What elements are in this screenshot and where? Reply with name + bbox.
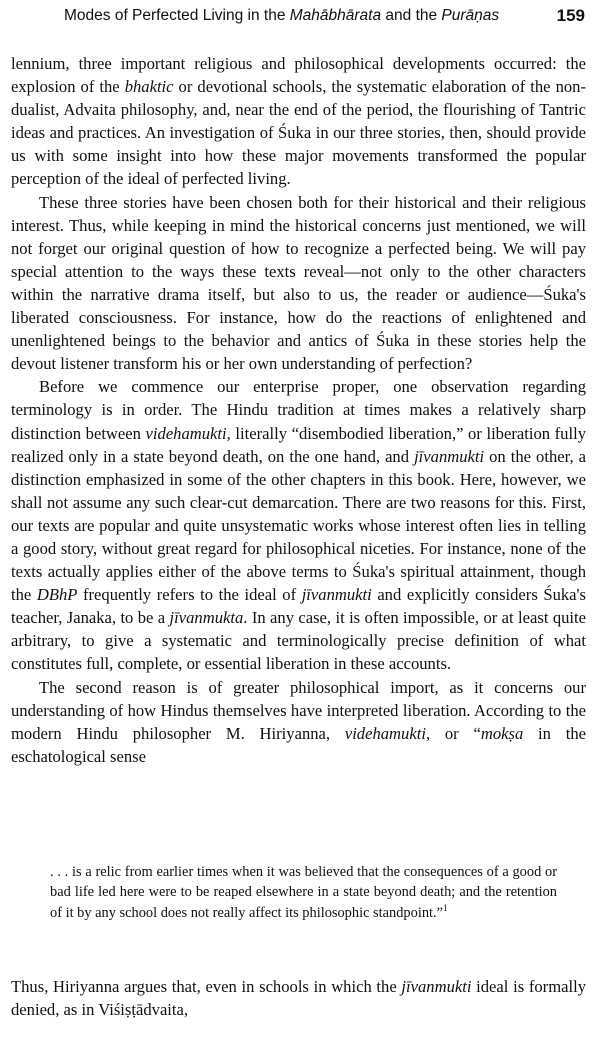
running-title xyxy=(64,2,499,30)
running-title-mahabharata: Mahābhārata xyxy=(289,7,382,24)
running-title-puranas: Purāṇas xyxy=(441,7,500,24)
running-title-text: Modes of Perfected Living in the xyxy=(64,7,290,24)
running-header xyxy=(50,2,585,30)
paragraph-4: The second reason is of greater philosophical import, as it concerns our understanding of how Hindus themselves have interpreted liberation. According to the modern Hindu philosopher M. Hiriyanna, videhamukti, or “mokṣa in the eschatological sense xyxy=(11,677,586,766)
running-title-text: and the xyxy=(381,7,442,24)
paragraph-2: These three stories have been chosen both for their historical and their religious interest. Thus, while keeping in mind the historical concerns just mentioned, we will not forget our original question of how to recognize a perfected being. We will pay special attention to the ways these texts reveal—not only to the other characters within the narrative drama itself, but also to us, the reader or audience—Śuka's liberated consciousness. For instance, how do the reactions of enlightened and unenlightened beings to the behavior and antics of Śuka in these stories help the devout listener transform his or her own understanding of perfection? xyxy=(11,192,586,374)
paragraph-5: Thus, Hiriyanna argues that, even in schools in which the jīvanmukti ideal is formally denied, as in Viśiṣṭādvaita, xyxy=(11,977,586,1020)
paragraph-1: lennium, three important religious and philosophical developments occurred: the explosion of the bhaktic or devotional schools, the systematic elaboration of the non-dualist, Advaita philosophy, and, near the end of the period, the flourishing of Tantric ideas and practices. An investigation of Śuka in our three stories, then, should provide us with some insight into how these major movements transformed the popular perception of the ideal of perfected living. xyxy=(11,54,586,189)
block-quote xyxy=(50,862,557,923)
footnote-marker: 1 xyxy=(443,903,448,914)
quote-text: . . . is a relic from earlier times when it was believed that the consequences of a good or bad life led here were to be reaped elsewhere in a state beyond death; and the retention of it by any school does not really affect its philosophic standpoint.”$^1$ xyxy=(50,864,557,921)
continuation-text xyxy=(11,975,586,1021)
page-number: 159 xyxy=(556,6,585,25)
paragraph-3: Before we commence our enterprise proper, one observation regarding terminology is in order. The Hindu tradition at times makes a relatively sharp distinction between videhamukti, literally “disembodied liberation,” or liberation fully realized only in a state beyond death, on the one hand, and jīvanmukti on the other, a distinction emphasized in some of the other chapters in this book. Here, however, we shall not assume any such clear-cut demarcation. There are two reasons for this. First, our texts are popular and quite unsystematic works whose interest often lies in telling a good story, without great regard for philosophical niceties. For instance, none of the texts actually applies either of the above terms to Śuka's spiritual attainment, though the DBhP frequently refers to the ideal of jīvanmukti and explicitly considers Śuka's teacher, Janaka, to be a jīvanmukta. In any case, it is often impossible, or at least quite arbitrary, to give a systematic and terminologically precise definition of what constitutes full, complete, or essential liberation in these accounts. xyxy=(11,377,587,674)
main-text xyxy=(11,52,586,768)
